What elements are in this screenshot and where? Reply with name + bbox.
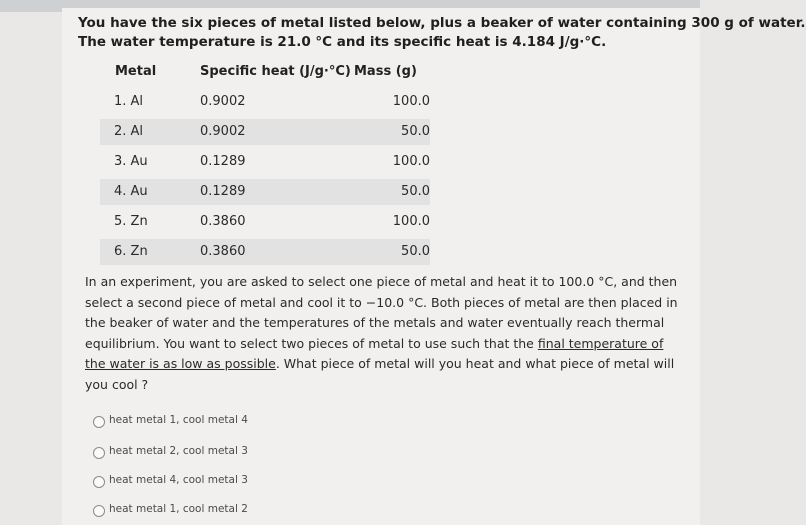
description-line-4-text: equilibrium. You want to select two pieces of metal to use such that the: [85, 335, 538, 351]
radio-button[interactable]: [93, 505, 105, 517]
cell-metal: 6. Zn: [114, 244, 148, 259]
table-header-mass: Mass (g): [354, 64, 417, 79]
description-line-5: [85, 354, 675, 375]
cell-specific-heat: 0.9002: [200, 94, 246, 109]
description-line-3: the beaker of water and the temperatures of the metals and water eventually reach thermal: [85, 315, 665, 330]
description-line-4: [85, 334, 664, 355]
cell-metal: 2. Al: [114, 124, 144, 139]
cell-mass: 50.0: [401, 184, 430, 199]
answer-option-label[interactable]: heat metal 2, cool metal 3: [109, 445, 248, 457]
cell-specific-heat: 0.1289: [200, 184, 246, 199]
radio-button[interactable]: [93, 447, 105, 459]
experiment-description: [85, 272, 678, 395]
cell-metal: 5. Zn: [114, 214, 148, 229]
table-row: [100, 239, 430, 265]
answer-option-label[interactable]: heat metal 4, cool metal 3: [109, 474, 248, 486]
question-intro: [78, 14, 806, 52]
description-line-5-text: . What piece of metal will you heat and what piece of metal will: [275, 356, 675, 371]
radio-button[interactable]: [93, 476, 105, 488]
table-row: [100, 179, 430, 205]
description-line-2: select a second piece of metal and cool it to −10.0 °C. Both pieces of metal are then placed in: [85, 294, 678, 310]
cell-mass: 100.0: [392, 94, 430, 109]
cell-mass: 100.0: [392, 214, 430, 229]
cell-mass: 50.0: [401, 124, 430, 139]
cell-specific-heat: 0.3860: [200, 244, 246, 259]
cell-metal: 1. Al: [114, 94, 144, 109]
answer-option-label[interactable]: heat metal 1, cool metal 4: [109, 414, 248, 426]
question-line-2: The water temperature is 21.0 °C and its specific heat is 4.184 J/g·°C.: [78, 34, 607, 50]
emphasis-as-low-as-possible: the water is as low as possible: [85, 356, 276, 371]
question-line-1: You have the six pieces of metal listed below, plus a beaker of water containing 300 g of water.: [78, 15, 806, 31]
table-header-specific-heat: Specific heat (J/g·°C): [200, 64, 351, 79]
cell-specific-heat: 0.3860: [200, 214, 246, 229]
table-row: [100, 89, 430, 115]
emphasis-final-temperature: final temperature of: [537, 335, 664, 351]
table-row: [100, 119, 430, 145]
cell-specific-heat: 0.1289: [200, 154, 246, 169]
answer-option-label[interactable]: heat metal 1, cool metal 2: [109, 503, 248, 515]
table-row: [100, 209, 430, 235]
cell-metal: 4. Au: [114, 184, 148, 199]
cell-metal: 3. Au: [114, 154, 148, 169]
radio-button[interactable]: [93, 416, 105, 428]
table-header-metal: Metal: [115, 64, 157, 79]
cell-mass: 100.0: [392, 154, 430, 169]
cell-specific-heat: 0.9002: [200, 124, 246, 139]
cell-mass: 50.0: [401, 244, 430, 259]
description-line-1: In an experiment, you are asked to select one piece of metal and heat it to 100.0 °C, and then: [85, 274, 678, 289]
description-line-6: you cool ?: [85, 376, 149, 392]
table-row: [100, 149, 430, 175]
